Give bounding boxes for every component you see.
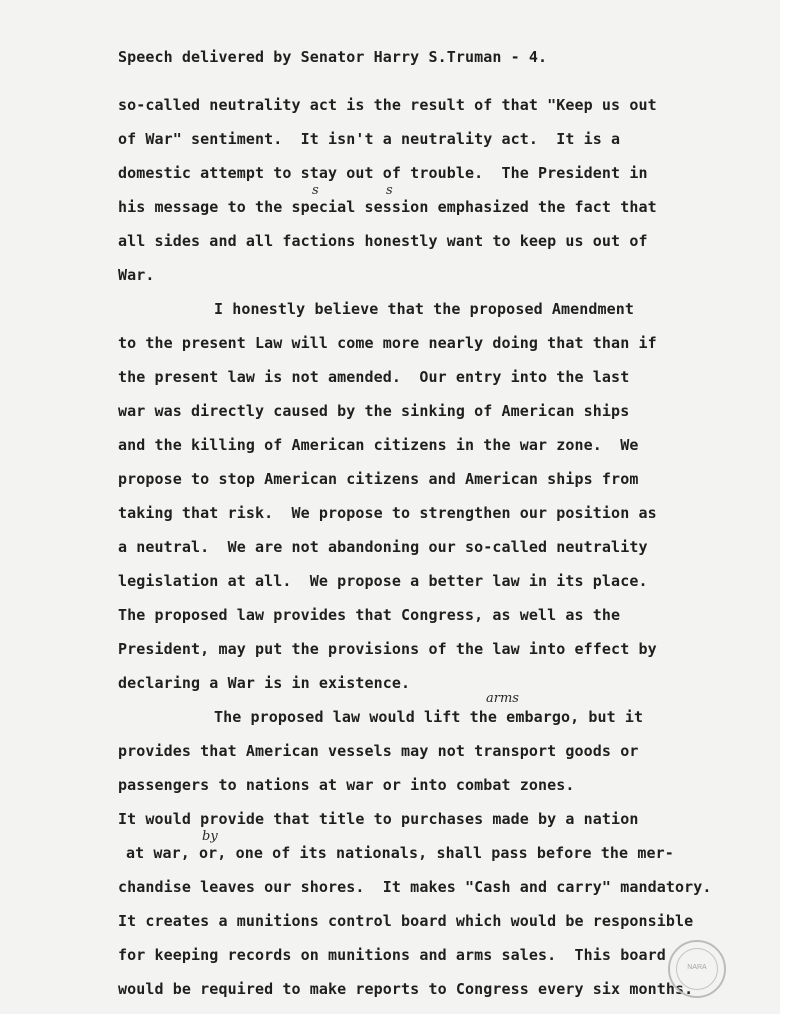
stamp-text: NARA — [687, 964, 707, 971]
handwritten-s-special: s — [312, 183, 319, 198]
page-header: Speech delivered by Senator Harry S.Truman - 4. — [118, 48, 548, 66]
text-line-4: his message to the special session emphasized the fact that — [118, 198, 657, 216]
text-line-9: the present law is not amended. Our entry into the last — [118, 368, 630, 386]
text-line-2: of War" sentiment. It isn't a neutrality act. It is a — [118, 130, 621, 148]
text-line-13: taking that risk. We propose to strengthen our position as — [118, 504, 657, 522]
text-line-8: to the present Law will come more nearly doing that than if — [118, 334, 657, 352]
text-line-20: provides that American vessels may not transport goods or — [118, 742, 639, 760]
text-line-19: The proposed law would lift the embargo, but it — [214, 708, 644, 726]
text-line-18: declaring a War is in existence. — [118, 674, 411, 692]
text-line-11: and the killing of American citizens in the war zone. We — [118, 436, 639, 454]
text-line-21: passengers to nations at war or into combat zones. — [118, 776, 575, 794]
handwritten-arms-insertion: arms — [486, 691, 519, 706]
text-line-23: at war, or, one of its nationals, shall pass before the mer- — [126, 844, 674, 862]
text-line-14: a neutral. We are not abandoning our so-called neutrality — [118, 538, 648, 556]
text-line-7: I honestly believe that the proposed Amendment — [214, 300, 635, 318]
text-line-5: all sides and all factions honestly want to keep us out of — [118, 232, 648, 250]
text-line-1: so-called neutrality act is the result of that "Keep us out — [118, 96, 657, 114]
text-line-12: propose to stop American citizens and American ships from — [118, 470, 639, 488]
text-line-17: President, may put the provisions of the law into effect by — [118, 640, 657, 658]
text-line-26: for keeping records on munitions and arms sales. This board — [118, 946, 666, 964]
handwritten-by-insertion: by — [202, 829, 218, 844]
text-line-6: War. — [118, 266, 155, 284]
text-line-22: It would provide that title to purchases made by a nation — [118, 810, 639, 828]
archive-stamp — [668, 940, 726, 998]
text-line-27: would be required to make reports to Congress every six months. — [118, 980, 694, 998]
text-line-10: war was directly caused by the sinking of American ships — [118, 402, 630, 420]
text-line-15: legislation at all. We propose a better law in its place. — [118, 572, 648, 590]
text-line-25: It creates a munitions control board which would be responsible — [118, 912, 694, 930]
handwritten-s-session: s — [386, 183, 393, 198]
text-line-16: The proposed law provides that Congress, as well as the — [118, 606, 621, 624]
text-line-24: chandise leaves our shores. It makes "Cash and carry" mandatory. — [118, 878, 712, 896]
text-line-3: domestic attempt to stay out of trouble. The President in — [118, 164, 648, 182]
